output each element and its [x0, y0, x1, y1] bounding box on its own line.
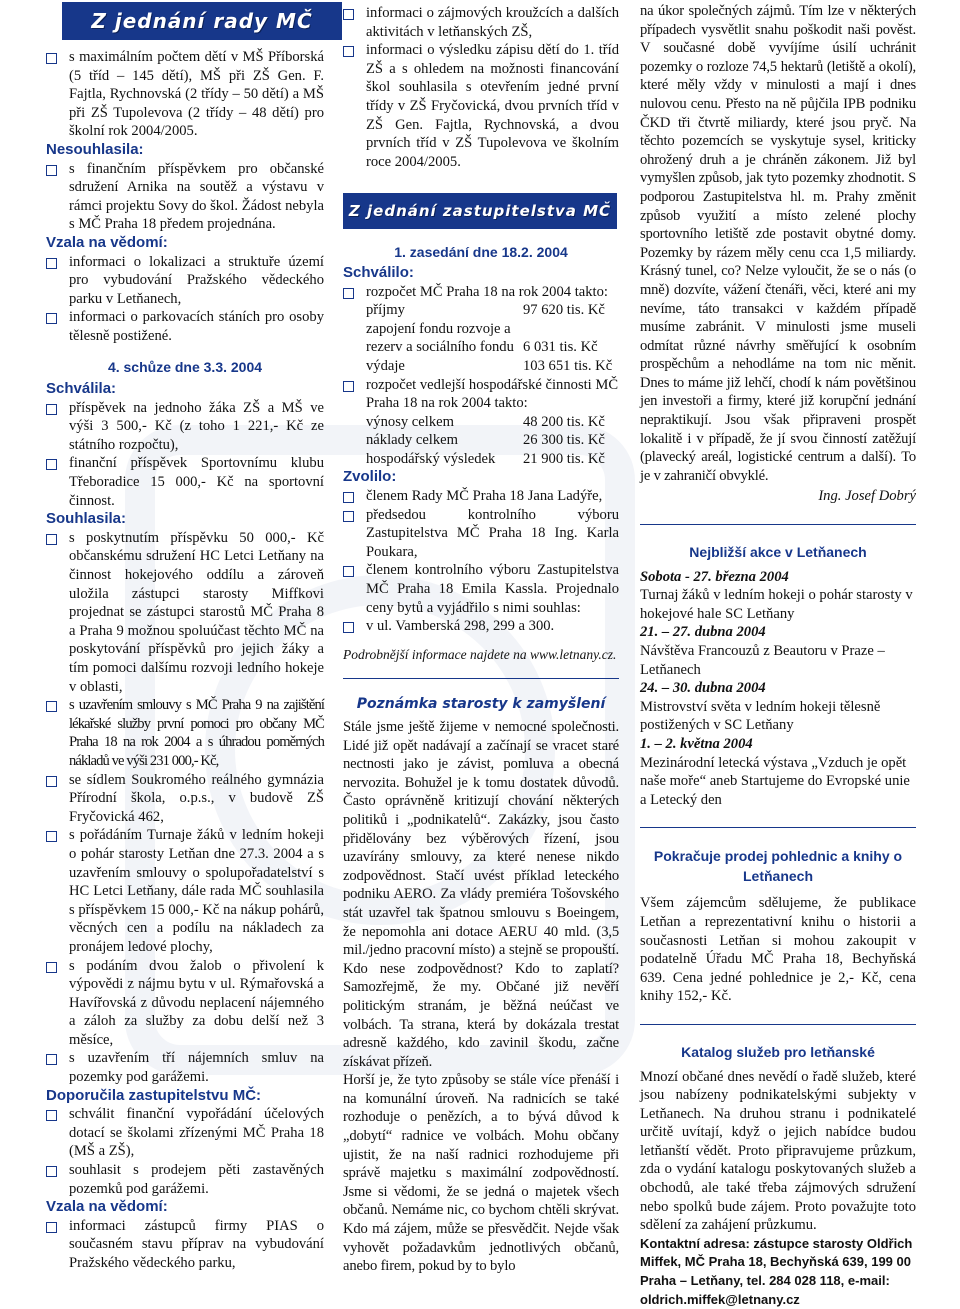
row-key: příjmy [366, 302, 405, 319]
list-item: s podáním dvou žalob o přivolení k výpovědi z nájmu bytu v ul. Rýmařovská a Havířovská z důvodu neplacení nájemného a záloh za služby za dobu delší než 3 měsíce, [46, 957, 324, 1050]
column-2 [343, 0, 619, 1276]
list-item: v ul. Vamberská 298, 299 a 300. [343, 617, 619, 636]
pohlednice-text: Všem zájemcům sdělujeme, že publikace Letňan a reprezentativní knihu o historii a současnosti Letňan si mohou zakoupit v podatelně Úřadu MČ Praha 18, Bechyňská 639. Cena jedné pohlednice je 2,- Kč, cena knihy 152,- Kč. [640, 895, 916, 1005]
divider [343, 678, 619, 679]
akce-date: 21. – 27. dubna 2004 [640, 624, 766, 641]
list-item [640, 735, 916, 809]
list-item: informaci o výsledku zápisu dětí do 1. tříd ZŠ a s ohledem na možnosti financování škol souhlasila s otevřením jedné první třídy v ZŠ Fryčovická, dvou prvních tříd v ZŠ Gen. Fajtla, Rychnovská, a dvou prvních tříd v ZŠ Tupolevova ve školním roce 2004/2005. [343, 41, 619, 171]
list-item: informaci zástupců firmy PIAS o současném stavu příprav na vybudování Pražského vědeckého parku, [46, 1217, 324, 1273]
list-item: informaci o zájmových kroužcích a dalších aktivitách v letňanských ZŠ, [343, 4, 619, 41]
heading-schvalilo: Schválilo: [343, 263, 414, 281]
table-row [366, 450, 619, 469]
row-key: zapojení fondu rozvoje a rezerv a sociálního fondu [366, 320, 514, 356]
pohlednice-title: Pokračuje prodej pohlednic a knihy o Letňanech [653, 848, 903, 885]
rozpocet-label: rozpočet MČ Praha 18 na rok 2004 takto: [366, 283, 608, 300]
schuze-title: 4. schůze dne 3.3. 2004 [107, 358, 263, 375]
divider [640, 524, 916, 525]
akce-date: 24. – 30. dubna 2004 [640, 680, 766, 697]
heading-doporucila: Doporučila zastupitelstvu MČ: [46, 1086, 262, 1104]
row-key: náklady celkem [366, 432, 458, 449]
vedlejsi-label: rozpočet vedlejší hospodářské činnosti MČ Praha 18 na rok 2004 takto: [366, 376, 619, 412]
row-key: výdaje [366, 357, 405, 374]
contact-address: Kontaktní adresa: zástupce starosty Oldřich Miffek, MČ Praha 18, Bechyňská 639, 199 00 Praha – Letňany, tel. 284 028 118, e-mail: oldrich.miffek@letnany.cz [640, 1235, 913, 1307]
list-item: s poskytnutím příspěvku 50 000,- Kč občanskému sdružení HC Letci Letňany na činnost hokejového oddílu a zároveň uložila zástupci starosty Miffkovi projednat se zástupci starostů MČ Praha 8 a Praha 9 možnou spoluúčast těchto MČ na poskytování příspěvků pro jejich žáky a tím pomoci dalšímu rozvoji ledního hokeje v oblasti, [46, 529, 324, 696]
list-item: předsedou kontrolního výboru Zastupitelstva MČ Praha 18 Ing. Karla Poukara, [343, 506, 619, 562]
row-value: 97 620 tis. Kč [523, 302, 605, 319]
banner-zastupitelstvo-text: Z jednání zastupitelstva MČ [348, 202, 612, 221]
list-item: finanční příspěvek Sportovnímu klubu Třeboradice 15 000,- Kč na sportovní činnost. [46, 454, 324, 510]
table-row [366, 320, 619, 357]
poznamka-text: Stále jsme ještě žijeme v nemocné společnosti. Lidé již opět nadávají a začínají se vracet staré nectnosti jako je závist, pomluva a obecná nervozita. Bohužel je k tomu dostatek důvodů. Často oprávněně kritizují chování některých politiků i „podnikatelů“. Zakázky, jsou často přidělovány bez výběrových řízení, jsou uzavírány smlouvy, za které nenese nikdo zodpovědnost. Stačí uvést příklad leteckého podniku AERO. Za vlády premiéra Tošovského stát uzavřel tak špatnou smlouvu s Boeingem, že nepomohla ani dotace AERU 40 mld. (3,5 mil./jedno pracovní místo) a stejně se propouští. Kdo nese zodpovědnost? Kdo to zaplatí? Samozřejmě, že my. Občané již nevěří politickým stranám, je běžná neúčast ve volbách. Ta strana, která by dokázala trestat adresně každého, kdo zavinil škodu, začne získávat přízeň. [343, 719, 619, 1070]
list-item: s pořádáním Turnaje žáků v ledním hokeji o pohár starosty Letňan dne 27.3. 2004 a s uzavřením smlouvy o spolupořadatelství s HC Letci Letňany, dále rada MČ souhlasila s příspěvkem 15 000,- Kč na nákup pohárů, věcných cen a podílu na nákladech za pronájem ledové plochy, [46, 826, 324, 956]
heading-vzala: Vzala na vědomí: [46, 233, 168, 251]
poznamka-title: Poznámka starosty k zamyšlení [356, 696, 606, 713]
akce-text: Mistrovství světa v ledním hokeji tělesně postižených v SC Letňany [640, 698, 881, 734]
divider [640, 827, 916, 828]
divider [640, 1024, 916, 1025]
list-item: s maximálním počtem dětí v MŠ Příborská (5 tříd – 145 dětí), MŠ při ZŠ Gen. F. Fajtla, Rychnovská (2 třídy – 50 dětí) a MŠ při ZŠ Tupolevova (2 třídy – 48 dětí) pro školní rok 2004/2005. [46, 48, 324, 141]
row-key: výnosy celkem [366, 413, 454, 430]
list-item: s uzavřením tří nájemních smluv na pozemky pod garážemi. [46, 1049, 324, 1086]
banner-rada-text: Z jednání rady MČ [91, 8, 313, 33]
list-item: příspěvek na jednoho žáka ZŠ a MŠ ve výši 3 500,- Kč (z toho 1 221,- Kč ze státního rozpočtu), [46, 399, 324, 455]
nesouhlasila-list [46, 160, 324, 234]
list-item: informaci o lokalizaci a struktuře území pro vybudování Pražského vědeckého parku v Letňanech, [46, 253, 324, 309]
column-3 [640, 0, 916, 1309]
akce-text: Mezinárodní letecká výstava „Vzduch je opět naše moře“ aneb Startujeme do Evropské unie a Letecký den [640, 754, 910, 808]
schvalila-list [46, 399, 324, 511]
list-item: s finančním příspěvkem pro občanské sdružení Arnika na soutěž a výstavu v rámci projektu Sovy do škol. Žádost nebyla s MČ Praha 18 předem projednána. [46, 160, 324, 234]
poznamka-text-2: Horší je, že tyto způsoby se stále více přenáší i na komunální úroveň. Na radnicích se také rozhoduje o penězích, a to bývá důvod k „dobytí“ radnice ve volbách. Mohu občany ujistit, že na naší radnici rozhodujeme při správě majetku s maximální zodpovědností. Jsme si vědomi, že se jedná o majetek všech občanů. Nemáme nic, co bychom chtěli skrývat. Kdo má zájem, může se přesvědčit. Nejde však vyhovět požadavkům jednotlivých občanů, anebo firem, pokud by to bylo [343, 1072, 619, 1275]
list-item [640, 623, 916, 679]
heading-zvolilo: Zvolilo: [343, 468, 397, 486]
table-row [366, 413, 619, 432]
table-row [366, 357, 619, 376]
akce-text: Turnaj žáků v ledním hokeji o pohár starosty v hokejové hale SC Letňany [640, 587, 913, 622]
row-value: 48 200 tis. Kč [523, 413, 605, 430]
list-item [640, 568, 916, 624]
heading-souhlasila: Souhlasila: [46, 510, 127, 528]
signature: Ing. Josef Dobrý [818, 488, 916, 505]
zvolilo-list [343, 487, 619, 636]
schvalilo-list [343, 283, 619, 469]
list-item: informaci o parkovacích stáních pro osoby tělesně postižené. [46, 308, 324, 345]
column-1 [46, 0, 324, 1273]
list-item: členem kontrolního výboru Zastupitelstva MČ Praha 18 Emila Kassla. Projednalo ceny bytů a vyjádřilo s nimi souhlas: [343, 561, 619, 617]
akce-list [640, 568, 916, 810]
heading-schvalila: Schválila: [46, 380, 117, 398]
table-row [366, 431, 619, 450]
row-value: 26 300 tis. Kč [523, 432, 605, 449]
katalog-text: Mnozí občané dnes nevědí o řadě služeb, které jsou nabízeny podnikatelskými subjekty v Letňanech. Na druhou stranu i podnikatelé určitě uvítají, když o jejich nabídce budou letňanští vědět. Proto připravujeme průzkum, zda o vydání katalogu poskytovaných služeb a obchodů, ale také třeba zájmových sdružení nebo spolků bude zájem. Proto považujte toto sdělení za zahájení průzkumu. [640, 1068, 916, 1234]
row-key: hospodářský výsledek [366, 450, 496, 467]
list-item-vedlejsi [343, 376, 619, 469]
list-item: s uzavřením smlouvy s MČ Praha 9 na zajištění lékařské služby první pomoci pro občany MČ Praha 18 na rok 2004 a s úhradou poměrných nákladů ve výši 231 000,- Kč, [46, 696, 324, 770]
more-info-note: Podrobnější informace najdete na www.letnany.cz. [343, 646, 617, 662]
list-item [640, 679, 916, 735]
doporucila-list [46, 1105, 324, 1198]
row-value: 103 651 tis. Kč [523, 357, 613, 374]
top-list [343, 4, 619, 171]
akce-text: Návštěva Francouzů z Beautoru v Praze – Letňanech [640, 643, 885, 678]
vzala2-list [46, 1217, 324, 1273]
poznamka-continued: na úkor společných zájmů. Tím lze v některých případech vysvětlit snahu poškodit naši pověst. V současné době vyvíjíme úsilí uchránit pozemky o rozloze 74,5 hektarů (letiště a okolí), které měly vždy v minulosti a mají i dnes nulovou cenu. Přesto na ně půjčila IPB podniku ČKD tři čtvrtě miliardy, které jsou pryč. Na těchto pozemcích se vyskytuje sysel, kriticky ohrožený druh a je chráněn zákonem. Již byl vymyšlen způsob, jak tyto pozemky zhodnotit. S podporou Zastupitelstva hl. m. Prahy změnit způsob využití a místo zelené plochy sportovního letiště zde postavit obytné domy. Pozemky by rázem měly cenu cca 1,5 miliardy. Krásný tunel, co? Nelze vyloučit, že se o nás (o mně) dozvíte, vážení čtenáři, věci, které ani my nevíme, táto transakci v každém případě musíme zabránit. V minulosti jsme museli odmítat různé návrhy směřující k osobním prospěchům a nehodláme na tom nic měnit. Dnes to máme již lehčí, chodí k nám povětšinou jen investoři a firmy, které již korupční jednání nepraktikují. Jsou však připraveni prospět lokalitě i v případě, že jí svou činností zatěžují (plavecký areál, logistické centrum a další). To je v zahraničí obvyklé. [640, 3, 916, 484]
list-item: se sídlem Soukromého reálného gymnázia Přírodní škola, o.p.s., v budově ZŠ Fryčovická 462, [46, 771, 324, 827]
heading-nesouhlasila: Nesouhlasila: [46, 140, 144, 158]
intro-list [46, 48, 324, 141]
katalog-title: Katalog služeb pro letňanské [681, 1043, 875, 1060]
row-value: 6 031 tis. Kč [523, 339, 598, 356]
vzala-list [46, 253, 324, 346]
akce-date: 1. – 2. května 2004 [640, 735, 753, 752]
list-item: členem Rady MČ Praha 18 Jana Ladýře, [343, 487, 619, 506]
list-item-rozpocet [343, 283, 619, 376]
souhlasila-list [46, 529, 324, 1087]
banner-rada [62, 2, 342, 40]
banner-zastupitelstvo [343, 193, 617, 229]
row-value: 21 900 tis. Kč [523, 450, 605, 467]
table-row [366, 301, 619, 320]
akce-title: Nejbližší akce v Letňanech [689, 544, 867, 561]
list-item: souhlasit s prodejem pěti zastavěných pozemků pod garážemi. [46, 1161, 324, 1198]
akce-date: Sobota - 27. března 2004 [640, 568, 789, 585]
zasedani-title: 1. zasedání dne 18.2. 2004 [394, 244, 568, 261]
heading-vzala-2: Vzala na vědomí: [46, 1198, 168, 1216]
list-item: schválit finanční vypořádání účelových dotací se školami zřízenými MČ Praha 18 (MŠ a ZŠ), [46, 1105, 324, 1161]
